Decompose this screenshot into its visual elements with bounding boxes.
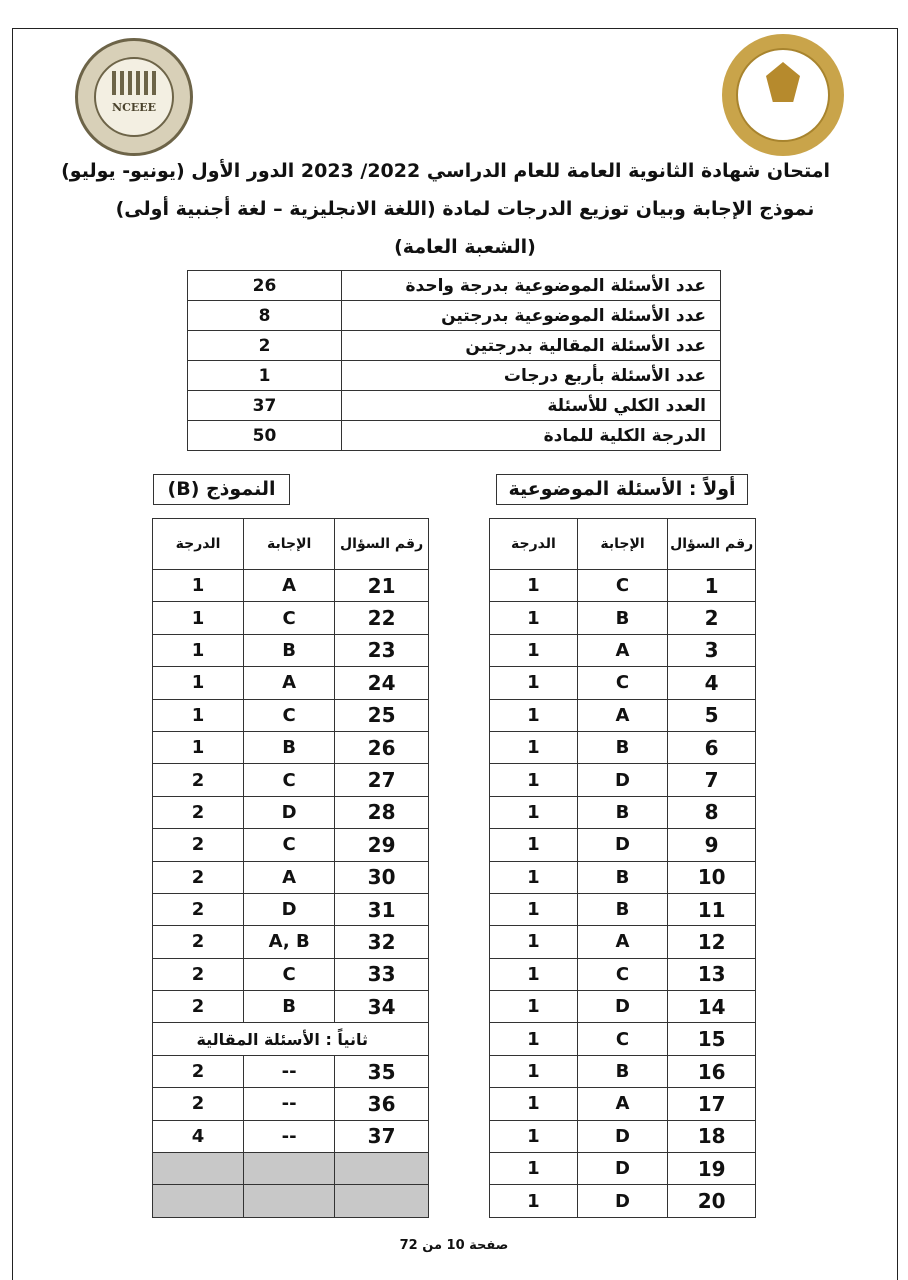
answers-table-right <box>489 518 756 1218</box>
grade-cell: 1 <box>153 667 244 699</box>
answer-cell: C <box>244 958 335 990</box>
footer-word-of: من <box>422 1238 443 1253</box>
question-number: 5 <box>668 699 756 731</box>
footer-total: 72 <box>399 1238 418 1253</box>
nceee-logo-inner <box>94 57 174 137</box>
table-row <box>153 991 429 1023</box>
empty-cell <box>244 1153 335 1185</box>
table-row <box>153 1055 429 1087</box>
grade-cell: 1 <box>490 926 578 958</box>
question-number: 36 <box>335 1088 429 1120</box>
summary-label: عدد الأسئلة الموضوعية بدرجتين <box>342 301 721 331</box>
answer-cell: A, B <box>244 926 335 958</box>
grade-cell: 1 <box>490 731 578 763</box>
grade-cell: 2 <box>153 991 244 1023</box>
question-number: 15 <box>668 1023 756 1055</box>
table-row <box>490 1023 756 1055</box>
grade-cell: 1 <box>490 1088 578 1120</box>
col-grade: الدرجة <box>490 519 578 570</box>
grade-cell: 1 <box>490 699 578 731</box>
question-number: 14 <box>668 991 756 1023</box>
question-number: 17 <box>668 1088 756 1120</box>
question-number: 11 <box>668 893 756 925</box>
question-number: 8 <box>668 796 756 828</box>
col-grade: الدرجة <box>153 519 244 570</box>
answer-cell: A <box>577 634 667 666</box>
table-row <box>153 731 429 763</box>
grade-cell: 2 <box>153 861 244 893</box>
header-line-3: (الشعبة العامة) <box>394 236 536 258</box>
question-number: 35 <box>335 1055 429 1087</box>
grade-cell: 2 <box>153 1088 244 1120</box>
question-number: 1 <box>668 570 756 602</box>
question-number: 2 <box>668 602 756 634</box>
question-number: 25 <box>335 699 429 731</box>
table-row <box>153 699 429 731</box>
answer-cell: D <box>577 1120 667 1152</box>
question-number: 20 <box>668 1185 756 1217</box>
summary-row <box>188 361 721 391</box>
summary-label: عدد الأسئلة بأربع درجات <box>342 361 721 391</box>
table-row <box>153 570 429 602</box>
answer-cell: D <box>244 893 335 925</box>
answer-cell: D <box>244 796 335 828</box>
empty-cell <box>153 1153 244 1185</box>
answer-cell: B <box>244 991 335 1023</box>
grade-cell: 1 <box>490 796 578 828</box>
answer-cell: -- <box>244 1055 335 1087</box>
question-number: 7 <box>668 764 756 796</box>
summary-label: عدد الأسئلة الموضوعية بدرجة واحدة <box>342 271 721 301</box>
summary-row <box>188 301 721 331</box>
grade-cell: 1 <box>153 731 244 763</box>
question-number: 27 <box>335 764 429 796</box>
answer-cell: C <box>244 829 335 861</box>
table-row <box>490 667 756 699</box>
grade-cell: 2 <box>153 796 244 828</box>
grade-cell: 1 <box>490 893 578 925</box>
model-label: النموذج (B) <box>153 474 290 505</box>
answer-cell: B <box>577 602 667 634</box>
table-row <box>153 602 429 634</box>
table-row <box>490 893 756 925</box>
answer-cell: A <box>577 1088 667 1120</box>
question-number: 31 <box>335 893 429 925</box>
question-number: 13 <box>668 958 756 990</box>
table-row <box>490 1120 756 1152</box>
empty-cell <box>153 1185 244 1217</box>
answer-cell: C <box>244 764 335 796</box>
ministry-logo <box>722 34 844 156</box>
answer-cell: C <box>577 1023 667 1055</box>
summary-row <box>188 421 721 451</box>
summary-label: عدد الأسئلة المقالية بدرجتين <box>342 331 721 361</box>
answer-cell: C <box>244 699 335 731</box>
answer-cell: A <box>244 570 335 602</box>
question-number: 34 <box>335 991 429 1023</box>
table-header-row <box>153 519 429 570</box>
table-row <box>490 764 756 796</box>
table-row <box>490 861 756 893</box>
grade-cell: 1 <box>490 1185 578 1217</box>
table-row <box>153 861 429 893</box>
table-row <box>490 731 756 763</box>
pillars-icon <box>112 71 156 95</box>
table-row <box>490 570 756 602</box>
answer-cell: D <box>577 829 667 861</box>
summary-label: الدرجة الكلية للمادة <box>342 421 721 451</box>
empty-row <box>153 1185 429 1217</box>
question-number: 37 <box>335 1120 429 1152</box>
answer-cell: B <box>577 1055 667 1087</box>
question-number: 29 <box>335 829 429 861</box>
summary-value: 26 <box>188 271 342 301</box>
table-row <box>490 958 756 990</box>
question-number: 6 <box>668 731 756 763</box>
grade-cell: 2 <box>153 958 244 990</box>
table-row <box>490 1153 756 1185</box>
col-answer: الإجابة <box>244 519 335 570</box>
question-number: 23 <box>335 634 429 666</box>
grade-cell: 1 <box>490 764 578 796</box>
table-row <box>153 926 429 958</box>
answer-cell: B <box>577 893 667 925</box>
table-row <box>490 699 756 731</box>
grade-cell: 1 <box>490 1153 578 1185</box>
answer-cell: C <box>577 667 667 699</box>
summary-row <box>188 271 721 301</box>
grade-cell: 1 <box>490 634 578 666</box>
grade-cell: 1 <box>490 1120 578 1152</box>
question-number: 26 <box>335 731 429 763</box>
question-number: 16 <box>668 1055 756 1087</box>
answer-cell: -- <box>244 1120 335 1152</box>
empty-row <box>153 1153 429 1185</box>
question-number: 22 <box>335 602 429 634</box>
footer-page-num: 10 <box>446 1238 465 1253</box>
question-number: 3 <box>668 634 756 666</box>
table-row <box>153 634 429 666</box>
empty-cell <box>335 1185 429 1217</box>
question-number: 30 <box>335 861 429 893</box>
table-row <box>153 796 429 828</box>
grade-cell: 1 <box>153 570 244 602</box>
section-objective-label: أولاً : الأسئلة الموضوعية <box>496 474 748 505</box>
table-row <box>490 1055 756 1087</box>
table-row <box>153 893 429 925</box>
question-number: 4 <box>668 667 756 699</box>
grade-cell: 1 <box>490 570 578 602</box>
page-footer <box>0 1238 908 1253</box>
nceee-logo <box>75 38 193 156</box>
answer-cell: A <box>577 926 667 958</box>
answer-cell: B <box>577 796 667 828</box>
header-line-1: امتحان شهادة الثانوية العامة للعام الدراسي 2022/ 2023 الدور الأول (يونيو- يوليو) <box>61 160 830 182</box>
table-row <box>490 926 756 958</box>
answer-cell: B <box>244 731 335 763</box>
summary-row <box>188 391 721 421</box>
grade-cell: 1 <box>490 991 578 1023</box>
header-line-2: نموذج الإجابة وبيان توزيع الدرجات لمادة (اللغة الانجليزية – لغة أجنبية أولى) <box>115 198 815 220</box>
answer-cell: B <box>577 861 667 893</box>
table-row <box>153 829 429 861</box>
question-number: 10 <box>668 861 756 893</box>
table-row <box>490 1185 756 1217</box>
table-row <box>490 602 756 634</box>
grade-cell: 1 <box>490 1023 578 1055</box>
grade-cell: 1 <box>153 602 244 634</box>
question-number: 9 <box>668 829 756 861</box>
answer-cell: D <box>577 1153 667 1185</box>
answer-cell: D <box>577 764 667 796</box>
table-row <box>153 1120 429 1152</box>
grade-cell: 2 <box>153 926 244 958</box>
question-number: 24 <box>335 667 429 699</box>
answer-cell: B <box>244 634 335 666</box>
table-header-row <box>490 519 756 570</box>
col-question: رقم السؤال <box>668 519 756 570</box>
table-row <box>153 958 429 990</box>
answer-cell: B <box>577 731 667 763</box>
summary-value: 1 <box>188 361 342 391</box>
question-number: 18 <box>668 1120 756 1152</box>
answer-cell: C <box>577 958 667 990</box>
grade-cell: 1 <box>153 634 244 666</box>
answer-cell: -- <box>244 1088 335 1120</box>
table-row <box>490 991 756 1023</box>
question-number: 19 <box>668 1153 756 1185</box>
answer-cell: A <box>577 699 667 731</box>
summary-value: 8 <box>188 301 342 331</box>
grade-cell: 1 <box>490 861 578 893</box>
grade-cell: 1 <box>490 829 578 861</box>
table-row <box>153 764 429 796</box>
question-number: 12 <box>668 926 756 958</box>
summary-label: العدد الكلي للأسئلة <box>342 391 721 421</box>
answers-table-left <box>152 518 429 1218</box>
summary-value: 2 <box>188 331 342 361</box>
grade-cell: 1 <box>490 602 578 634</box>
answer-cell: D <box>577 991 667 1023</box>
col-question: رقم السؤال <box>335 519 429 570</box>
grade-cell: 2 <box>153 829 244 861</box>
empty-cell <box>244 1185 335 1217</box>
summary-table <box>187 270 721 451</box>
grade-cell: 2 <box>153 764 244 796</box>
summary-value: 37 <box>188 391 342 421</box>
question-number: 33 <box>335 958 429 990</box>
summary-row <box>188 331 721 361</box>
grade-cell: 1 <box>490 1055 578 1087</box>
section-essay-row <box>153 1023 429 1055</box>
grade-cell: 4 <box>153 1120 244 1152</box>
grade-cell: 1 <box>490 667 578 699</box>
table-row <box>490 796 756 828</box>
answer-cell: C <box>244 602 335 634</box>
nceee-logo-text: NCEEE <box>112 101 156 114</box>
table-row <box>490 1088 756 1120</box>
table-row <box>490 829 756 861</box>
answer-cell: C <box>577 570 667 602</box>
col-answer: الإجابة <box>577 519 667 570</box>
grade-cell: 1 <box>153 699 244 731</box>
empty-cell <box>335 1153 429 1185</box>
table-row <box>153 667 429 699</box>
grade-cell: 2 <box>153 1055 244 1087</box>
table-row <box>153 1088 429 1120</box>
answer-cell: D <box>577 1185 667 1217</box>
footer-word-page: صفحة <box>469 1238 509 1253</box>
summary-value: 50 <box>188 421 342 451</box>
question-number: 21 <box>335 570 429 602</box>
answer-cell: A <box>244 667 335 699</box>
section-essay-label: ثانياً : الأسئلة المقالية <box>153 1023 429 1055</box>
grade-cell: 2 <box>153 893 244 925</box>
grade-cell: 1 <box>490 958 578 990</box>
question-number: 28 <box>335 796 429 828</box>
table-row <box>490 634 756 666</box>
answer-cell: A <box>244 861 335 893</box>
question-number: 32 <box>335 926 429 958</box>
